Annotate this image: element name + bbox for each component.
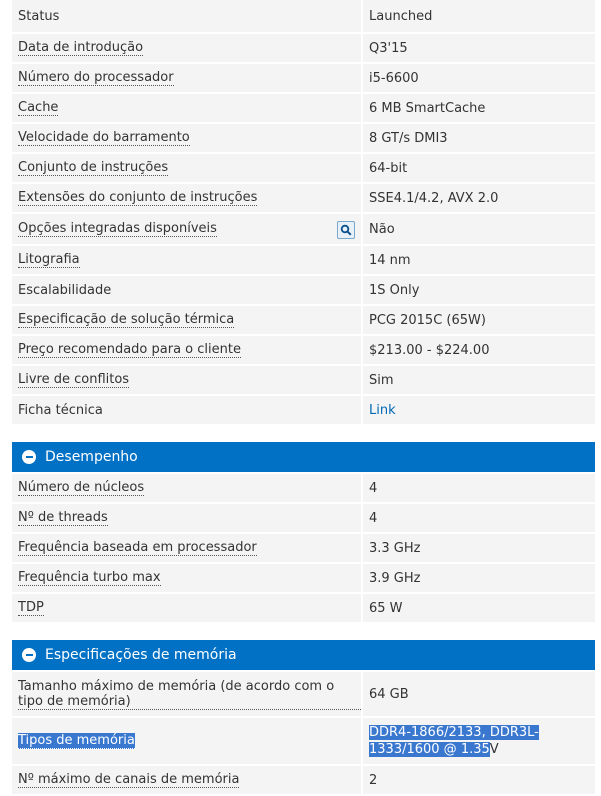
spec-label[interactable]: Tipos de memória [18, 733, 135, 748]
spec-value: Não [369, 221, 395, 237]
spec-value: 14 nm [369, 252, 411, 268]
spec-value: 6 MB SmartCache [369, 100, 486, 116]
spec-value: Q3'15 [369, 40, 408, 56]
spec-row-lithography [12, 246, 595, 276]
spec-value: Sim [369, 372, 394, 388]
spec-row-status [12, 0, 595, 34]
spec-label[interactable]: Litografia [18, 252, 80, 267]
spec-row-memory-types [12, 718, 595, 766]
spec-row-turbo-frequency [12, 564, 595, 594]
spec-table [12, 0, 595, 796]
spec-row-instruction-extensions [12, 184, 595, 214]
unselected-text: V [489, 742, 499, 757]
spec-value: 8 GT/s DMI3 [369, 130, 448, 146]
spec-label[interactable]: Livre de conflitos [18, 372, 130, 387]
section-header-memory[interactable] [12, 640, 595, 672]
spec-label[interactable]: Opções integradas disponíveis [18, 221, 217, 236]
spec-value: 3.9 GHz [369, 570, 421, 586]
section-title: Desempenho [45, 449, 138, 465]
spec-value: 65 W [369, 600, 403, 616]
spec-row-tdp [12, 594, 595, 624]
spec-label[interactable]: Tamanho máximo de memória (de acordo com o tipo de memória) [18, 679, 361, 710]
section-header-performance[interactable] [12, 442, 595, 474]
spec-label[interactable]: Número do processador [18, 70, 174, 85]
spec-row-memory-channels [12, 766, 595, 796]
spec-label[interactable]: Preço recomendado para o cliente [18, 342, 241, 357]
spec-label: Status [18, 8, 60, 24]
spec-row-cache [12, 94, 595, 124]
spec-value: PCG 2015C (65W) [369, 312, 486, 328]
spec-value [369, 724, 595, 758]
collapse-icon[interactable] [22, 648, 36, 662]
spec-row-instruction-set [12, 154, 595, 184]
section-gap [12, 624, 595, 640]
spec-row-conflict-free [12, 366, 595, 396]
spec-label[interactable]: Velocidade do barramento [18, 130, 190, 145]
spec-row-launch-date [12, 34, 595, 64]
spec-row-embedded-options [12, 214, 595, 246]
spec-label[interactable]: Extensões do conjunto de instruções [18, 190, 258, 205]
spec-value: Launched [369, 8, 433, 24]
section-gap [12, 426, 595, 442]
collapse-icon[interactable] [22, 450, 36, 464]
spec-row-thermal-solution [12, 306, 595, 336]
spec-label[interactable]: Nº de threads [18, 510, 108, 525]
spec-label[interactable]: Data de introdução [18, 40, 144, 55]
spec-value: $213.00 - $224.00 [369, 342, 490, 358]
spec-label[interactable]: Conjunto de instruções [18, 160, 169, 175]
spec-row-base-frequency [12, 534, 595, 564]
spec-row-scalability [12, 276, 595, 306]
spec-row-recommended-price [12, 336, 595, 366]
spec-value: 3.3 GHz [369, 540, 421, 556]
spec-value: i5-6600 [369, 70, 419, 86]
spec-value: SSE4.1/4.2, AVX 2.0 [369, 190, 499, 206]
spec-row-threads [12, 504, 595, 534]
spec-row-cores [12, 474, 595, 504]
spec-row-datasheet [12, 396, 595, 426]
spec-row-processor-number [12, 64, 595, 94]
spec-label[interactable]: Frequência baseada em processador [18, 540, 257, 555]
spec-label[interactable]: Especificação de solução térmica [18, 312, 235, 327]
search-icon[interactable] [337, 221, 355, 239]
section-title: Especificações de memória [45, 647, 237, 663]
spec-label[interactable]: TDP [18, 600, 44, 615]
selected-text: DDR4-1866/2133, DDR3L-1333/1600 @ 1.35 [369, 725, 539, 757]
spec-label[interactable]: Nº máximo de canais de memória [18, 772, 240, 787]
spec-value: 2 [369, 772, 378, 788]
spec-label: Escalabilidade [18, 282, 112, 298]
spec-row-bus-speed [12, 124, 595, 154]
spec-value: 64 GB [369, 686, 409, 702]
spec-label: Ficha técnica [18, 402, 103, 418]
spec-value: 4 [369, 510, 378, 526]
spec-row-max-memory [12, 672, 595, 718]
datasheet-link[interactable]: Link [369, 402, 396, 418]
spec-value: 1S Only [369, 282, 420, 298]
spec-value: 64-bit [369, 160, 408, 176]
spec-label[interactable]: Frequência turbo max [18, 570, 161, 585]
spec-value: 4 [369, 480, 378, 496]
spec-label[interactable]: Cache [18, 100, 59, 115]
spec-label[interactable]: Número de núcleos [18, 480, 145, 495]
